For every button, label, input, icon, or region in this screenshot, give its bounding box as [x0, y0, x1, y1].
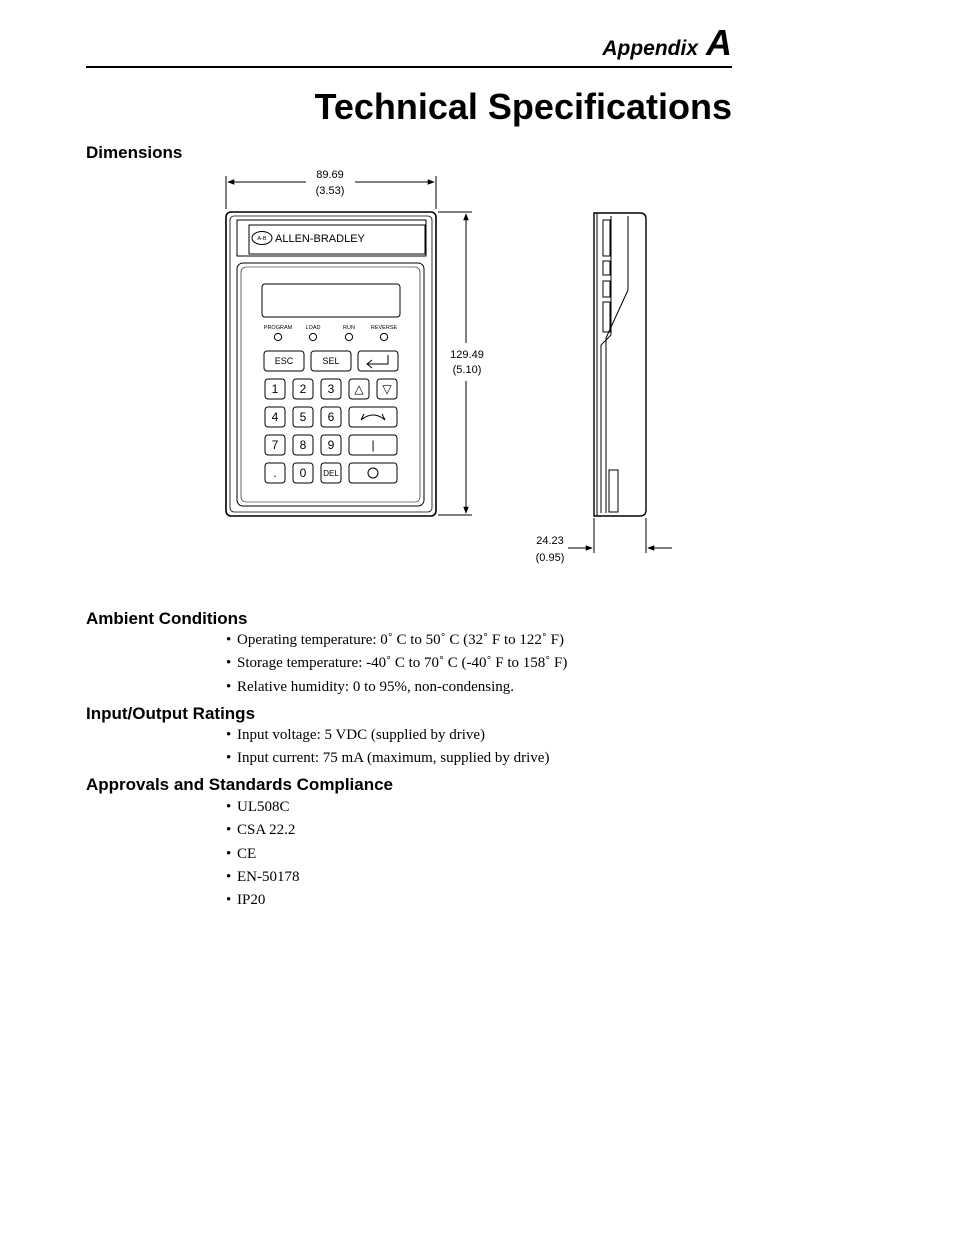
- list-item: • IP20: [226, 889, 300, 912]
- appendix-letter: A: [706, 22, 732, 63]
- list-item: • UL508C: [226, 796, 300, 819]
- del-key-label: DEL: [323, 469, 339, 478]
- led-label-reverse: REVERSE: [370, 325, 398, 331]
- ambient-heading: Ambient Conditions: [86, 609, 248, 628]
- key-dot-label: .: [273, 466, 277, 480]
- width-dimension: [226, 169, 436, 209]
- key-6-label: 6: [327, 410, 335, 424]
- io-ratings-heading: Input/Output Ratings: [86, 704, 256, 723]
- page-title: Technical Specifications: [314, 86, 732, 127]
- dimensions-heading: Dimensions: [86, 143, 183, 162]
- width-in-label: (3.53): [315, 185, 345, 197]
- io-ratings-list: [226, 724, 549, 771]
- depth-mm-label: 24.23: [536, 535, 564, 547]
- appendix-label: Appendix: [602, 37, 698, 60]
- stop-icon: [368, 468, 378, 478]
- led-program: [274, 333, 281, 340]
- depth-in-label: (0.95): [535, 552, 565, 564]
- led-label-load: LOAD: [305, 325, 321, 331]
- ambient-list: [226, 629, 567, 699]
- direction-key: [349, 407, 397, 427]
- dimension-drawing: [0, 0, 954, 600]
- list-item: • Relative humidity: 0 to 95%, non-condensing.: [226, 676, 567, 699]
- height-mm-label: 129.49: [450, 349, 484, 361]
- list-item: • Storage temperature: -40˚ C to 70˚ C (-40˚ F to 158˚ F): [226, 652, 567, 675]
- led-load: [309, 333, 316, 340]
- sel-key-label: SEL: [322, 356, 340, 366]
- height-dimension: [438, 212, 484, 515]
- list-item: • Operating temperature: 0˚ C to 50˚ C (32˚ F to 122˚ F): [226, 629, 567, 652]
- led-label-run: RUN: [343, 325, 355, 331]
- key-1-label: 1: [271, 382, 279, 396]
- depth-dimension: [536, 518, 672, 564]
- list-item: • CE: [226, 843, 300, 866]
- lcd-display: [262, 284, 400, 317]
- brand-name: ALLEN-BRADLEY: [275, 233, 365, 245]
- approvals-list: [226, 796, 300, 912]
- enter-key: [358, 351, 398, 371]
- stop-key: [349, 463, 397, 483]
- key-5-label: 5: [299, 410, 307, 424]
- led-run: [345, 333, 352, 340]
- enter-icon: [367, 355, 388, 368]
- width-mm-label: 89.69: [316, 169, 344, 181]
- list-item: • EN-50178: [226, 866, 300, 889]
- direction-icon: [361, 414, 385, 420]
- list-item: • CSA 22.2: [226, 819, 300, 842]
- key-8-label: 8: [299, 438, 307, 452]
- keypad-front-view: [226, 212, 436, 516]
- key-9-label: 9: [327, 438, 335, 452]
- down-arrow-icon: ▽: [382, 382, 392, 396]
- key-4-label: 4: [271, 410, 279, 424]
- approvals-heading: Approvals and Standards Compliance: [86, 775, 394, 794]
- height-in-label: (5.10): [452, 364, 482, 376]
- keypad-side-view: [594, 213, 646, 516]
- key-0-label: 0: [299, 466, 307, 480]
- start-icon: |: [371, 438, 375, 452]
- led-reverse: [380, 333, 387, 340]
- key-3-label: 3: [327, 382, 335, 396]
- up-arrow-icon: △: [354, 382, 364, 396]
- key-2-label: 2: [299, 382, 307, 396]
- logo-text: A-B: [257, 236, 267, 242]
- led-label-program: PROGRAM: [263, 325, 293, 331]
- esc-key-label: ESC: [274, 356, 294, 366]
- list-item: • Input current: 75 mA (maximum, supplied by drive): [226, 747, 549, 770]
- list-item: • Input voltage: 5 VDC (supplied by drive): [226, 724, 549, 747]
- key-7-label: 7: [271, 438, 279, 452]
